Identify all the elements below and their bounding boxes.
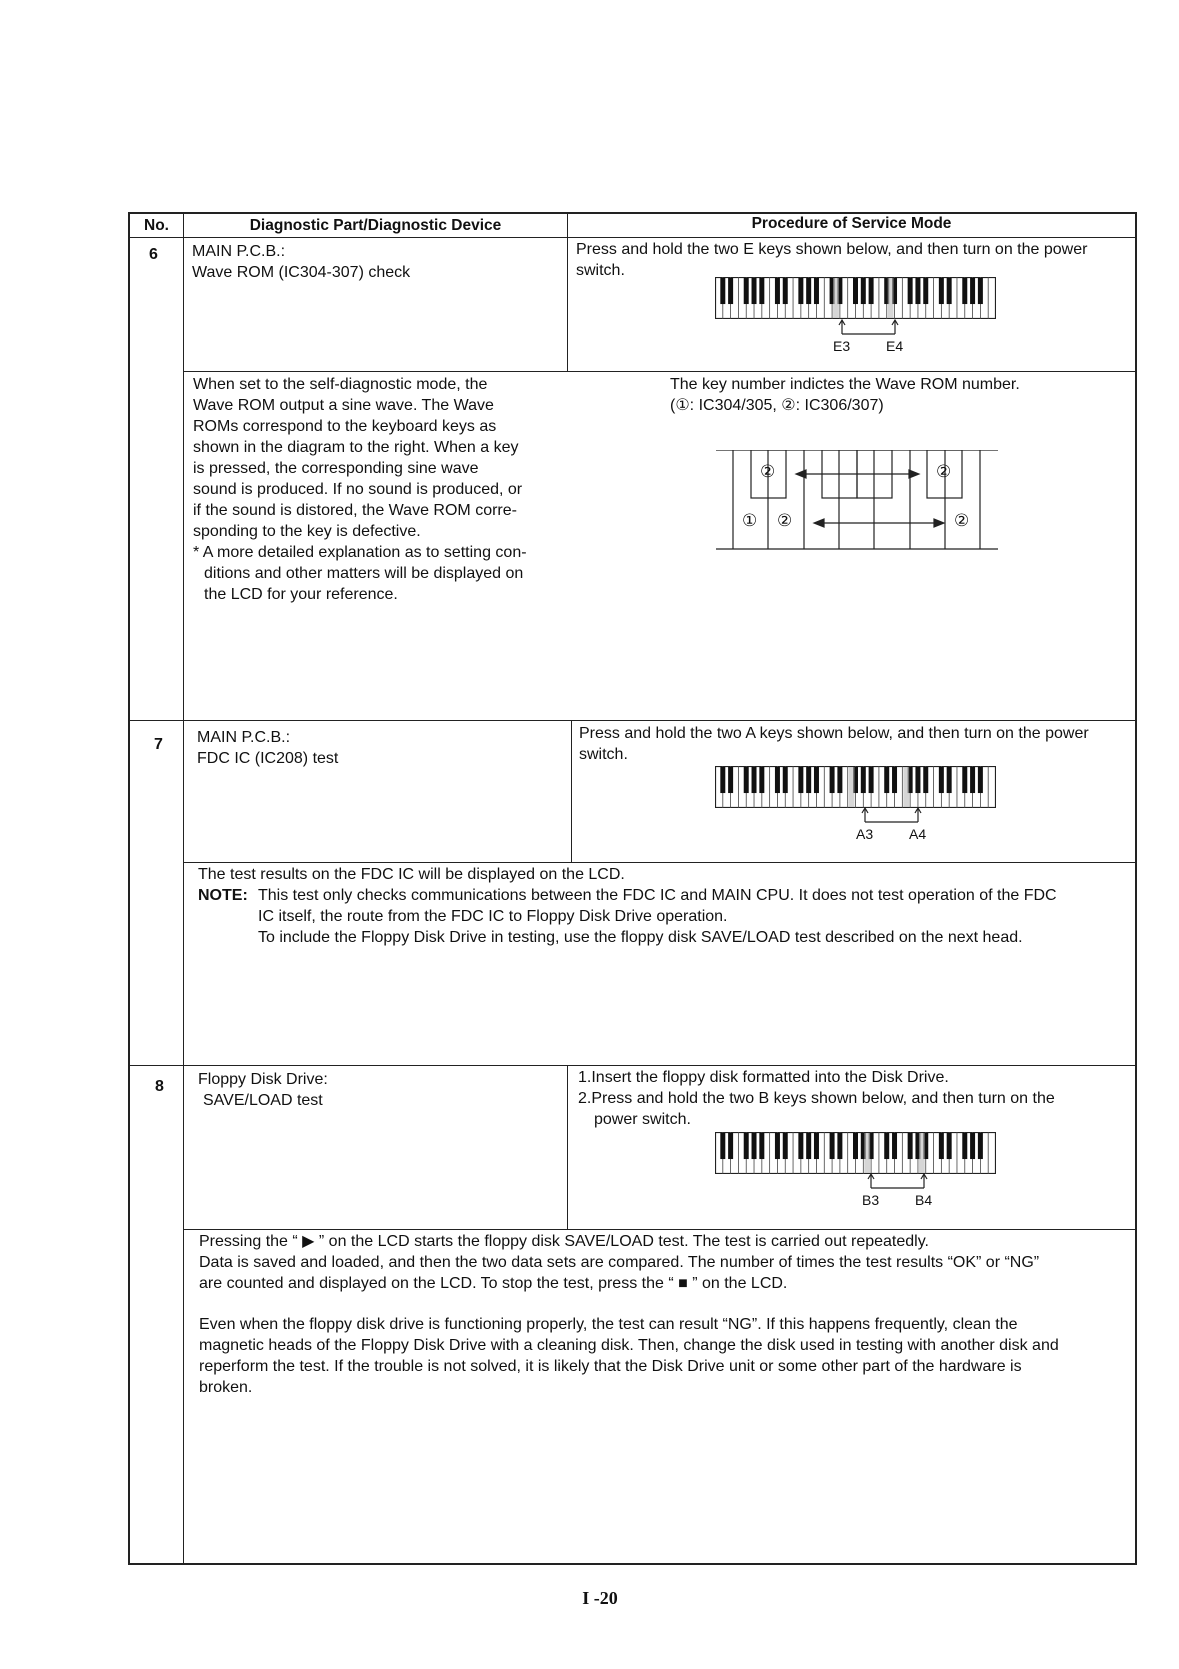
procedure-line: 1.Insert the floppy disk formatted into the Disk Drive. [578, 1069, 949, 1086]
pressed-key [864, 1133, 870, 1173]
key-label-right: A4 [909, 826, 927, 842]
pressed-key [849, 767, 855, 807]
black-key [806, 767, 811, 793]
paragraph-line: reperform the test. If the trouble is not solved, it is likely that the Disk Drive unit or some other part of the hardware is [199, 1358, 1022, 1375]
black-key [947, 278, 952, 304]
part-line: Wave ROM (IC304-307) check [192, 264, 411, 281]
black-key [830, 1133, 835, 1159]
key-label-right: B4 [915, 1192, 933, 1208]
black-key [752, 1133, 757, 1159]
black-key [869, 767, 874, 793]
black-key [923, 278, 928, 304]
black-key [744, 1133, 749, 1159]
black-key [744, 767, 749, 793]
black-key [759, 767, 764, 793]
black-key [837, 767, 842, 793]
page-number: I -20 [582, 1588, 618, 1608]
row-number: 6 [149, 246, 158, 263]
key-marker-bracket [858, 806, 928, 824]
note-label: NOTE: [198, 887, 248, 904]
part-line: FDC IC (IC208) test [197, 750, 339, 767]
black-key [798, 278, 803, 304]
paragraph-line: magnetic heads of the Floppy Disk Drive with a cleaning disk. Then, change the disk used in testing with another disk and [199, 1337, 1059, 1354]
header-procedure: Procedure of Service Mode [751, 215, 952, 232]
black-key [798, 1133, 803, 1159]
black-key [884, 767, 889, 793]
description-line: if the sound is distored, the Wave ROM corre- [193, 502, 517, 519]
row-number: 8 [155, 1078, 164, 1095]
black-key [861, 278, 866, 304]
key-label-right: E4 [886, 338, 904, 354]
black-key [939, 278, 944, 304]
note-line: IC itself, the route from the FDC IC to Floppy Disk Drive operation. [258, 908, 728, 925]
result-line: The test results on the FDC IC will be displayed on the LCD. [198, 866, 625, 883]
row-number: 7 [154, 736, 163, 753]
description-line: ROMs correspond to the keyboard keys as [193, 418, 497, 435]
paragraph-line: are counted and displayed on the LCD. To stop the test, press the “ ■ ” on the LCD. [199, 1275, 788, 1292]
description-line: ditions and other matters will be displayed on [204, 565, 524, 582]
keyboard-diagram [715, 1132, 996, 1174]
paragraph-line: Even when the floppy disk drive is functioning properly, the test can result “NG”. If this happens frequently, clean the [199, 1316, 1018, 1333]
black-key [915, 278, 920, 304]
procedure-line: Press and hold the two E keys shown below, and then turn on the power [576, 241, 1088, 258]
black-key [978, 278, 983, 304]
black-key [775, 278, 780, 304]
black-key [752, 767, 757, 793]
black-key [752, 278, 757, 304]
black-key [923, 767, 928, 793]
black-key [720, 278, 725, 304]
black-key [806, 278, 811, 304]
paragraph-line: Pressing the “ ▶ ” on the LCD starts the floppy disk SAVE/LOAD test. The test is carried out repeatedly. [199, 1233, 929, 1250]
procedure-line: power switch. [594, 1111, 691, 1128]
black-key [947, 767, 952, 793]
black-key [783, 1133, 788, 1159]
black-key [837, 1133, 842, 1159]
black-key [962, 1133, 967, 1159]
description-line: sponding to the key is defective. [193, 523, 421, 540]
description-line: the LCD for your reference. [204, 586, 398, 603]
black-key [728, 278, 733, 304]
wave-rom-key-label: ② [760, 462, 776, 481]
part-line: SAVE/LOAD test [203, 1092, 323, 1109]
black-key [970, 1133, 975, 1159]
black-key [775, 767, 780, 793]
procedure-line: switch. [579, 746, 628, 763]
black-key [783, 767, 788, 793]
black-key [884, 1133, 889, 1159]
key-label-left: B3 [862, 1192, 880, 1208]
keyboard-diagram [715, 766, 996, 808]
description-line: shown in the diagram to the right. When a key [193, 439, 519, 456]
black-key [939, 1133, 944, 1159]
description-line: When set to the self-diagnostic mode, the [193, 376, 488, 393]
pressed-key [919, 1133, 925, 1173]
black-key [783, 278, 788, 304]
black-key [830, 767, 835, 793]
wave-rom-key-label: ② [954, 511, 970, 530]
black-key [939, 767, 944, 793]
black-key [806, 1133, 811, 1159]
paragraph-line: Data is saved and loaded, and then the two data sets are compared. The number of times the test results “OK” or “NG” [199, 1254, 1040, 1271]
black-key [720, 767, 725, 793]
black-key [814, 767, 819, 793]
wave-rom-key-label: ② [777, 511, 793, 530]
pressed-key [903, 767, 909, 807]
key-marker-bracket [864, 1172, 934, 1190]
black-key [775, 1133, 780, 1159]
pressed-key [833, 278, 839, 318]
black-key [853, 1133, 858, 1159]
part-line: MAIN P.C.B.: [192, 243, 286, 260]
black-key [814, 278, 819, 304]
black-key [970, 767, 975, 793]
black-key [892, 767, 897, 793]
black-key [962, 278, 967, 304]
header-no: No. [144, 217, 169, 234]
key-label-left: A3 [856, 826, 874, 842]
black-key [728, 767, 733, 793]
procedure-line: Press and hold the two A keys shown below, and then turn on the power [579, 725, 1089, 742]
black-key [759, 278, 764, 304]
part-line: Floppy Disk Drive: [198, 1071, 328, 1088]
wave-rom-key-label: ① [742, 511, 758, 530]
black-key [915, 767, 920, 793]
black-key [728, 1133, 733, 1159]
note-line: To include the Floppy Disk Drive in testing, use the floppy disk SAVE/LOAD test described on the next head. [258, 929, 1023, 946]
black-key [947, 1133, 952, 1159]
rom-note-line: (①: IC304/305, ②: IC306/307) [670, 397, 884, 414]
part-line: MAIN P.C.B.: [197, 729, 291, 746]
description-line: Wave ROM output a sine wave. The Wave [193, 397, 494, 414]
key-marker-bracket [835, 318, 905, 336]
key-label-left: E3 [833, 338, 851, 354]
paragraph-line: broken. [199, 1379, 253, 1396]
black-key [970, 278, 975, 304]
black-key [978, 767, 983, 793]
black-key [892, 1133, 897, 1159]
black-key [720, 1133, 725, 1159]
black-key [978, 1133, 983, 1159]
black-key [908, 1133, 913, 1159]
black-key [962, 767, 967, 793]
procedure-line: 2.Press and hold the two B keys shown below, and then turn on the [578, 1090, 1055, 1107]
black-key [861, 767, 866, 793]
black-key [853, 278, 858, 304]
black-key [798, 767, 803, 793]
black-key [869, 278, 874, 304]
pressed-key [888, 278, 894, 318]
header-diagnostic-part: Diagnostic Part/Diagnostic Device [249, 217, 502, 234]
black-key [744, 278, 749, 304]
rom-note-line: The key number indictes the Wave ROM number. [670, 376, 1020, 393]
note-line: This test only checks communications between the FDC IC and MAIN CPU. It does not test operation of the FDC [258, 887, 1057, 904]
black-key [759, 1133, 764, 1159]
description-line: is pressed, the corresponding sine wave [193, 460, 479, 477]
keyboard-diagram [715, 277, 996, 319]
wave-rom-key-label: ② [936, 462, 952, 481]
black-key [814, 1133, 819, 1159]
description-line: * A more detailed explanation as to setting con- [193, 544, 527, 561]
black-key [908, 278, 913, 304]
wave-rom-key-diagram [716, 450, 998, 550]
procedure-line: switch. [576, 262, 625, 279]
description-line: sound is produced. If no sound is produced, or [193, 481, 523, 498]
